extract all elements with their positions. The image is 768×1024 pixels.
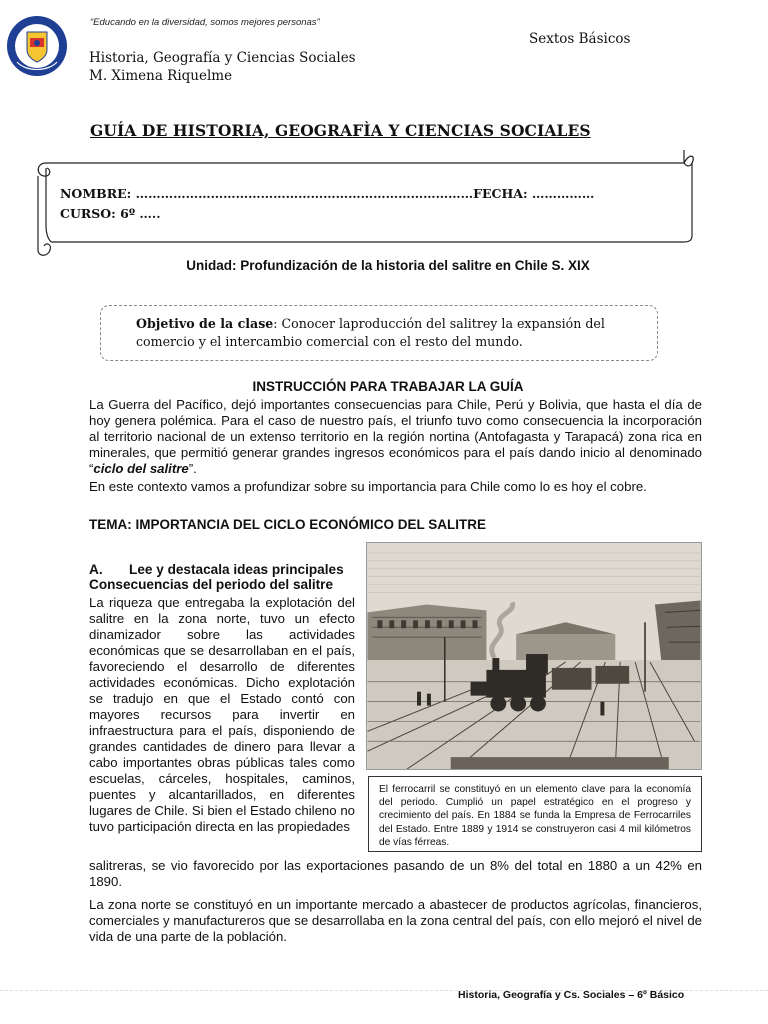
objective-label: Objetivo de la clase — [136, 316, 274, 331]
guide-title: GUÍA DE HISTORIA, GEOGRAFÌA Y CIENCIAS SOCIALES — [90, 121, 591, 140]
course-field[interactable]: CURSO: 6º ….. — [60, 206, 161, 221]
section-a-body: La riqueza que entregaba la explotación del salitre en la zona norte, tuvo un efecto dinamizador sobre las actividades económicas que se desarrollaban en el país, favoreciendo el desarrollo de diferentes actividades económicas. Dicho explotación se tradujo en que el Estado contó con mayores recursos para invertir en infraestructura para el país, disponiendo de grandes cantidades de dinero para llevar a cabo importantes obras públicas tales como escuelas, cárceles, hospitales, caminos, puentes y alcantarillados, en diferentes lugares de Chile. Si bien el Estado chileno no tuvo participación directa en las propiedades — [89, 595, 355, 834]
objective-description: : Conocer laproducción del salitrey la expansión del comercio y el intercambio comercial con el resto del mundo. — [136, 316, 605, 349]
intro-text: La Guerra del Pacífico, dejó importantes consecuencias para Chile, Perú y Bolivia, que hasta el día de hoy genera polémica. Para el caso de nuestro país, el triunfo tuvo como consecuencia la incorporación al territorio nacional de un extenso territorio en la región nortina (Antofagasta y Tarapacá) zona rica en minerales, que permitió generar grandes ingresos económicos para el país dando inicio al denominado “ — [89, 397, 702, 476]
school-motto: “Educando en la diversidad, somos mejores personas” — [90, 17, 320, 28]
name-date-field[interactable]: NOMBRE: ………………………………………………………………………FECHA: …………… — [60, 186, 595, 201]
image-caption: El ferrocarril se constituyó en un elemento clave para la economía del periodo. Cumplió un papel estratégico en el progreso y crecimiento del país. En 1884 se funda la Empresa de Ferrocarriles del Estado. Entre 1889 y 1914 se construyeron casi 4 mil kilómetros de vías férreas. — [379, 784, 691, 848]
instructions-title: INSTRUCCIÓN PARA TRABAJAR LA GUÍA — [252, 379, 524, 394]
section-a-continuation: salitreras, se vio favorecido por las exportaciones pasando de un 8% del total en 1880 a un 42% en 1890. — [89, 858, 702, 889]
teacher-name: M. Ximena Riquelme — [89, 68, 233, 84]
page-footer: Historia, Geografía y Cs. Sociales – 6º Básico — [458, 989, 685, 1001]
subject-name: Historia, Geografía y Ciencias Sociales — [89, 50, 356, 66]
section-a-heading: A. Lee y destacala ideas principales — [89, 562, 344, 577]
intro-paragraph — [89, 397, 702, 477]
north-market-paragraph: La zona norte se constituyó en un importante mercado a abastecer de productos agrícolas, financieros, comerciales y manufactureros que se desarrollaba en la zona central del país, con ello mejoró el nivel de vida de una parte de la población. — [89, 897, 702, 944]
objective-text — [136, 315, 641, 350]
intro-text-end: ”. — [188, 461, 197, 476]
intro-emphasis: ciclo del salitre — [93, 461, 189, 476]
image-caption-box — [368, 776, 702, 852]
railway-engraving-image — [366, 542, 702, 770]
topic-heading: TEMA: IMPORTANCIA DEL CICLO ECONÓMICO DEL SALITRE — [89, 517, 486, 532]
school-logo — [6, 14, 68, 78]
section-a-subheading: Consecuencias del periodo del salitre — [89, 577, 334, 592]
grade-label: Sextos Básicos — [529, 31, 631, 47]
context-paragraph: En este contexto vamos a profundizar sobre su importancia para Chile como lo es hoy el cobre. — [89, 479, 647, 494]
unit-title: Unidad: Profundización de la historia del salitre en Chile S. XIX — [186, 258, 590, 273]
